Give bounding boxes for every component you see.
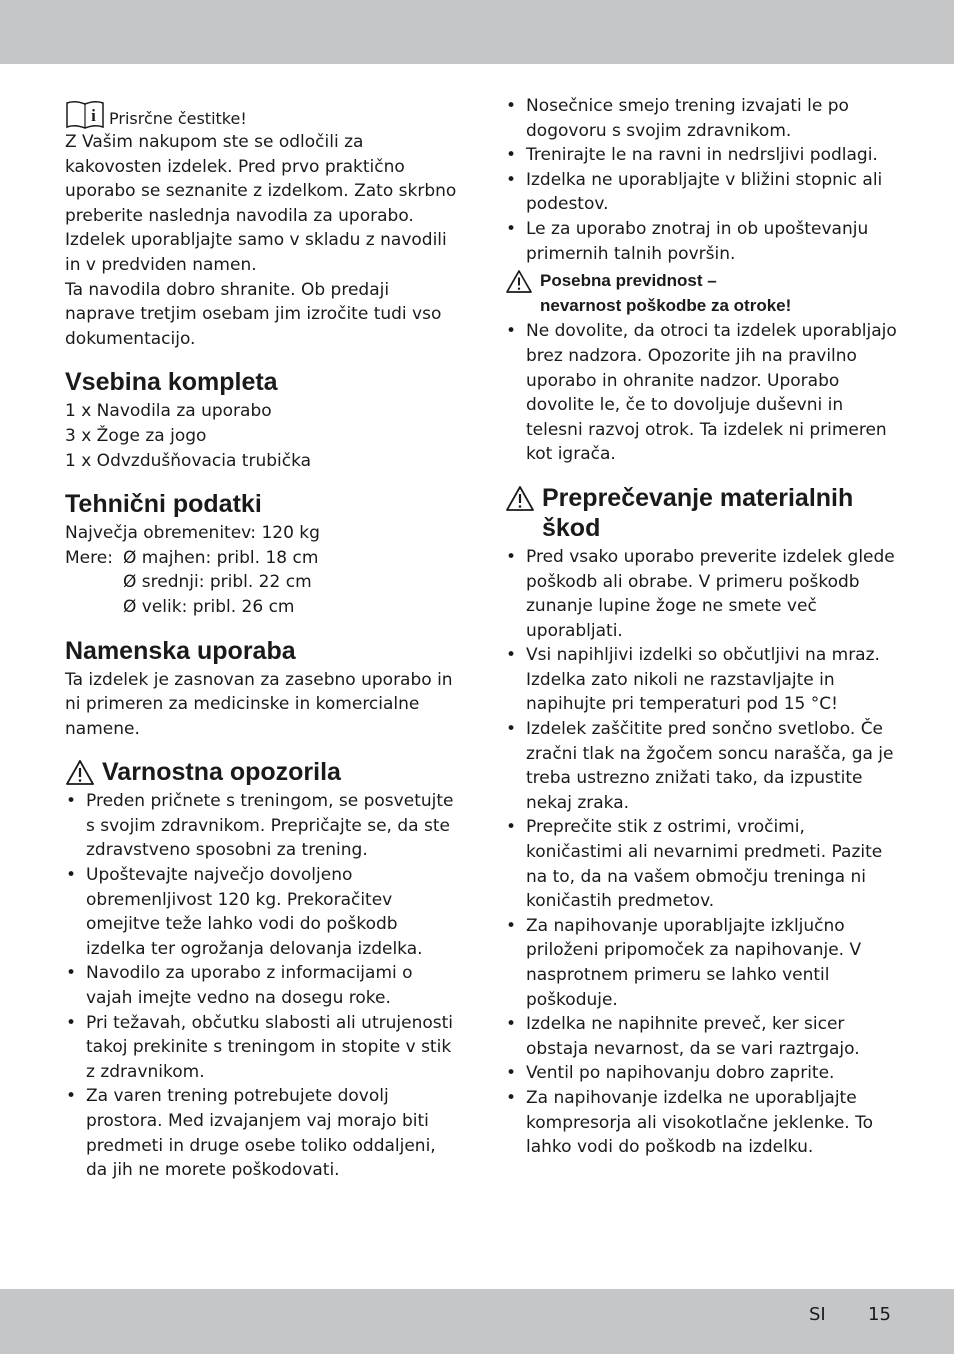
damage-heading: Preprečevanje materialnih škod [542, 483, 854, 542]
list-item: • Pred vsako uporabo preverite izdelek glede poškodb ali obrabe. V primeru poškodb zunanje lupine žoge ne smete več uporabljati. [505, 545, 897, 643]
warning-triangle-icon [505, 485, 535, 512]
list-item: • Izdelka ne uporabljajte v bližini stopnic ali podestov. [505, 168, 897, 217]
page-number: 15 [868, 1304, 891, 1325]
safety-heading: Varnostna opozorila [102, 758, 341, 787]
contents-item: 1 x Odvzdušňovacia trubička [65, 450, 312, 471]
list-item: • Upoštevajte največjo dovoljeno obremenljivost 120 kg. Prekoračitev omejitve teže lahko vodi do poškodb izdelka ter ogrožanja delovanja izdelka. [65, 863, 457, 961]
safety-list-continued [505, 94, 897, 266]
right-column [505, 94, 897, 1160]
tech-dims-label: Mere: [65, 547, 113, 568]
tech-dim-small: Ø majhen: pribl. 18 cm [123, 547, 319, 568]
list-item: • Pri težavah, občutku slabosti ali utrujenosti takoj prekinite s treningom in stopite v stik z zdravnikom. [65, 1011, 457, 1085]
children-heading-line-2: nevarnost poškodbe za otroke! [540, 295, 792, 315]
tech-dim-large: Ø velik: pribl. 26 cm [123, 596, 295, 617]
list-item: • Za napihovanje izdelka ne uporabljajte kompresorja ali visokotlačne jeklenke. To lahko vodi do poškodb na izdelku. [505, 1086, 897, 1160]
intro-paragraph-2: Ta navodila dobro shranite. Ob predaji naprave tretjim osebam jim izročite tudi vso dokumentacijo. [65, 279, 442, 349]
tech-dims-row [65, 546, 457, 571]
children-warning-heading [505, 269, 897, 318]
list-item: • Ne dovolite, da otroci ta izdelek uporabljajo brez nadzora. Opozorite jih na pravilno uporabo in ohranite nadzor. Uporabo dovolite le, če to dovoljuje duševni in telesni razvoj otrok. Ta izdelek ni primeren kot igrača. [505, 319, 897, 467]
tech-max-load: Največja obremenitev: 120 kg [65, 523, 320, 544]
list-item: • Trenirajte le na ravni in nedrsljivi podlagi. [505, 143, 897, 168]
intro-greeting-line [65, 96, 457, 130]
list-item: • Za napihovanje uporabljajte izključno priloženi pripomoček za napihovanje. V nasprotnem primeru se lahko ventil poškoduje. [505, 914, 897, 1012]
warning-triangle-icon [65, 759, 95, 786]
left-column [65, 94, 457, 1183]
tech-heading: Tehnični podatki [65, 490, 262, 519]
intro-paragraph-1: Z Vašim nakupom ste se odločili za kakovosten izdelek. Pred prvo praktično uporabo se seznanite z izdelkom. Zato skrbno preberite naslednja navodila za uporabo. Izdelek uporabljajte samo v skladu z navodili in v predviden namen. [65, 132, 457, 275]
list-item: • Vsi napihljivi izdelki so občutljivi na mraz. Izdelka zato nikoli ne razstavljajte in napihujte pri temperaturi pod 15 °C! [505, 643, 897, 717]
safety-list [65, 789, 457, 1183]
footer-language: SI [809, 1304, 826, 1325]
warning-triangle-icon [505, 269, 533, 294]
intro-greeting: Prisrčne čestitke! [109, 109, 247, 128]
purpose-text: Ta izdelek je zasnovan za zasebno uporabo in ni primeren za medicinske in komercialne namene. [65, 669, 453, 739]
list-item: • Preprečite stik z ostrimi, vročimi, koničastimi ali nevarnimi predmeti. Pazite na to, da na vašem območju treninga ni koničastih predmetov. [505, 815, 897, 913]
svg-text:i: i [91, 106, 96, 125]
list-item: • Navodilo za uporabo z informacijami o vajah imejte vedno na dosegu roke. [65, 961, 457, 1010]
list-item: • Za varen trening potrebujete dovolj prostora. Med izvajanjem vaj morajo biti predmeti in druge osebe toliko oddaljeni, da jih ne morete poškodovati. [65, 1084, 457, 1182]
tech-dim-medium: Ø srednji: pribl. 22 cm [123, 572, 312, 593]
list-item: • Ventil po napihovanju dobro zaprite. [505, 1061, 897, 1086]
list-item: • Izdelek zaščitite pred sončno svetlobo. Če zračni tlak na žgočem soncu narašča, ga je treba ustrezno znižati tako, da izpustite nekaj zraka. [505, 717, 897, 815]
list-item: • Izdelka ne napihnite preveč, ker sicer obstaja nevarnost, da se vari raztrgajo. [505, 1012, 897, 1061]
header-bar [0, 0, 954, 64]
list-item: • Preden pričnete s treningom, se posvetujte s svojim zdravnikom. Prepričajte se, da ste zdravstveno sposobni za trening. [65, 789, 457, 863]
children-heading-line-1: Posebna previdnost – [540, 271, 717, 291]
damage-heading-row [505, 483, 897, 543]
damage-list [505, 545, 897, 1160]
manual-info-icon [65, 100, 105, 130]
contents-item: 1 x Navodila za uporabo [65, 401, 272, 422]
contents-heading: Vsebina kompleta [65, 368, 278, 397]
list-item: • Le za uporabo znotraj in ob upoštevanju primernih talnih površin. [505, 217, 897, 266]
children-list [505, 319, 897, 467]
contents-item: 3 x Žoge za jogo [65, 425, 207, 446]
list-item: • Nosečnice smejo trening izvajati le po dogovoru s svojim zdravnikom. [505, 94, 897, 143]
purpose-heading: Namenska uporaba [65, 636, 296, 665]
safety-heading-row [65, 757, 457, 787]
